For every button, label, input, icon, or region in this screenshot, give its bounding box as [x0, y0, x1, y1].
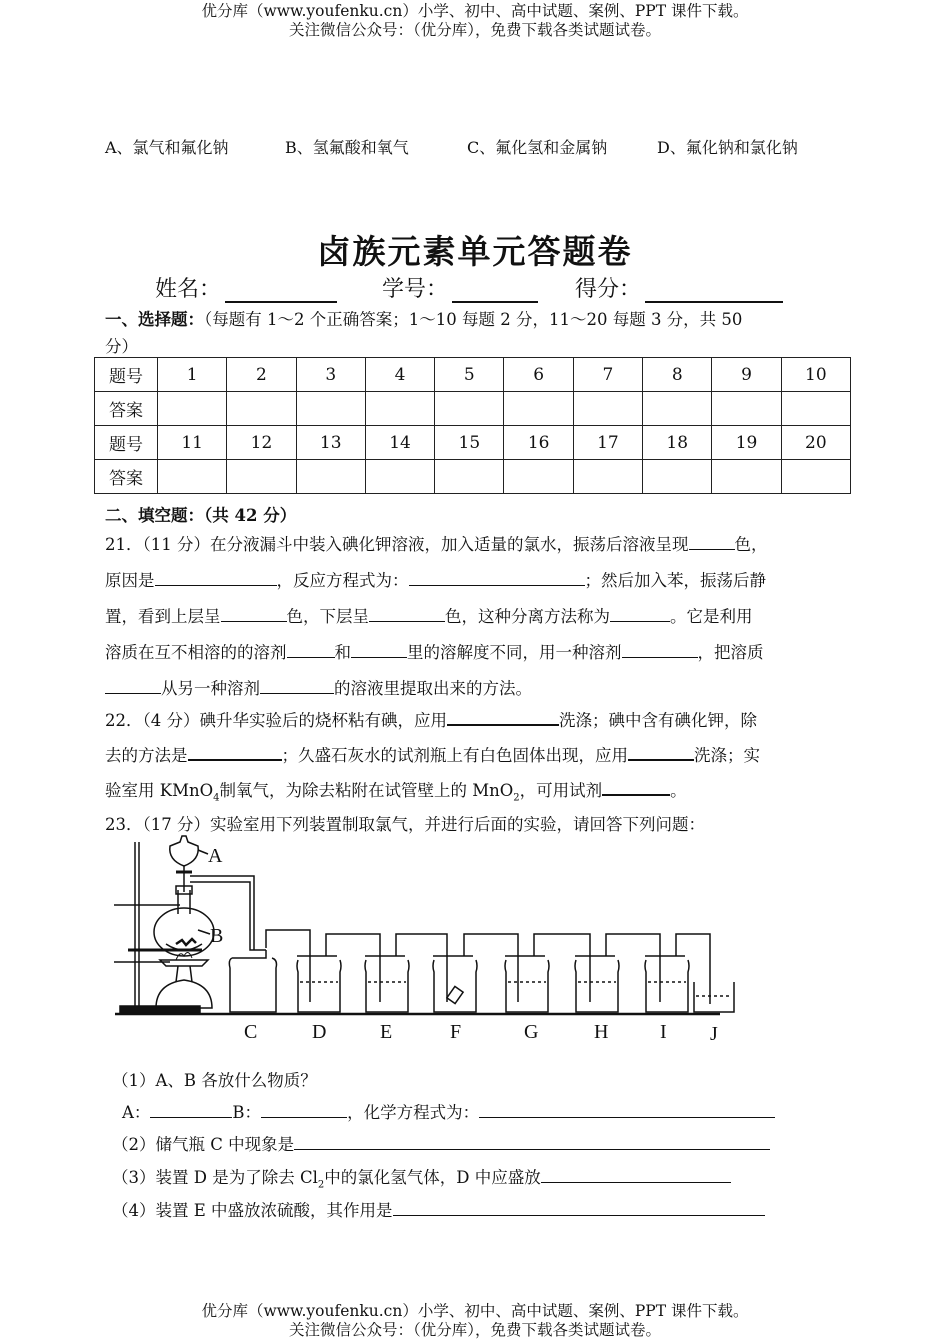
q22-text: 。	[670, 781, 687, 800]
q-num: 20	[781, 426, 850, 460]
page-title: 卤族元素单元答题卷	[317, 232, 633, 271]
answer-table	[94, 357, 851, 494]
table-row-q1	[95, 358, 851, 392]
blank[interactable]	[150, 1103, 232, 1118]
q21-text: 21．（11 分）在分液漏斗中装入碘化钾溶液，加入适量的氯水，振荡后溶液呈现	[105, 535, 689, 554]
q21-text: 从另一种溶剂	[161, 679, 260, 698]
label-c: C	[244, 1021, 258, 1043]
q21-line3	[105, 603, 753, 627]
q-num: 9	[712, 358, 781, 392]
blank[interactable]	[351, 643, 407, 658]
round-flask	[154, 886, 214, 956]
q23-s3-line	[112, 1164, 731, 1190]
blank[interactable]	[261, 1103, 347, 1118]
liquid-levels	[300, 982, 732, 996]
label-h: H	[594, 1021, 609, 1043]
answer-cell[interactable]	[158, 460, 227, 494]
option-a: A、氯气和氟化钠	[105, 138, 229, 157]
answer-cell[interactable]	[643, 392, 712, 426]
q-num: 15	[435, 426, 504, 460]
score-label: 得分：	[575, 277, 642, 302]
blank[interactable]	[105, 679, 161, 694]
q23-text: （2）储气瓶 C 中现象是	[112, 1135, 295, 1154]
q-num: 8	[643, 358, 712, 392]
blank[interactable]	[409, 571, 585, 586]
q23-text: （3）装置 D 是为了除去 Cl	[112, 1168, 318, 1187]
q-num: 4	[365, 358, 434, 392]
blank[interactable]	[689, 535, 735, 550]
q-num: 5	[435, 358, 504, 392]
cloth-strip	[447, 986, 463, 1003]
answer-label: 答案	[95, 460, 158, 494]
q22-text: 去的方法是	[105, 746, 188, 765]
q23-intro: 23．（17 分）实验室用下列装置制取氯气，并进行后面的实验，请回答下列问题：	[105, 815, 705, 834]
header-line-2: 关注微信公众号：（优分库），免费下载各类试题试卷。	[288, 21, 661, 39]
blank[interactable]	[541, 1168, 731, 1183]
q21-text: 和	[334, 643, 351, 662]
number-blank[interactable]	[452, 283, 538, 303]
q22-text: ，可用试剂	[519, 781, 603, 800]
q21-text: 色，这种分离方法称为	[445, 607, 610, 626]
name-blank[interactable]	[225, 283, 337, 303]
q23-s4-line	[112, 1197, 765, 1221]
section1-line	[105, 306, 742, 330]
q-num: 3	[296, 358, 365, 392]
q-num: 13	[296, 426, 365, 460]
number-label: 学号：	[382, 277, 449, 302]
q22-text: ；久盛石灰水的试剂瓶上有白色固体出现，应用	[281, 746, 628, 765]
q-num: 2	[227, 358, 296, 392]
iron-stand	[114, 842, 202, 1013]
q-num: 14	[365, 426, 434, 460]
table-row-a2	[95, 460, 851, 494]
answer-cell[interactable]	[504, 460, 573, 494]
answer-cell[interactable]	[227, 460, 296, 494]
q21-text: ；然后加入苯，振荡后静	[584, 571, 766, 590]
q22-line3	[105, 777, 687, 803]
footer-line-2: 关注微信公众号：（优分库），免费下载各类试题试卷。	[288, 1321, 661, 1339]
q21-text: 置，看到上层呈	[105, 607, 221, 626]
q-num: 18	[643, 426, 712, 460]
q-num: 7	[573, 358, 642, 392]
q23-text: 中的氯化氢气体，D 中应盛放	[324, 1168, 541, 1187]
q23-s1: （1）A、B 各放什么物质？	[112, 1071, 317, 1090]
q22-text: 验室用 KMnO	[105, 781, 214, 800]
q-num: 16	[504, 426, 573, 460]
apparatus-diagram	[100, 832, 760, 1046]
section2-heading: 二、填空题：（共 42 分）	[105, 506, 297, 525]
label-i: I	[660, 1021, 667, 1043]
q21-line2	[105, 567, 766, 591]
subscript: 4	[213, 792, 220, 804]
answer-cell[interactable]	[643, 460, 712, 494]
table-row-q2	[95, 426, 851, 460]
q22-line2	[105, 742, 760, 766]
answer-cell[interactable]	[227, 392, 296, 426]
label-b: B	[210, 925, 224, 947]
q21-text: ，把溶质	[697, 643, 764, 662]
label-j: J	[710, 1023, 718, 1045]
q21-text: 色，	[734, 535, 768, 554]
gas-bottles	[229, 950, 734, 1012]
answer-cell[interactable]	[435, 460, 504, 494]
answer-cell[interactable]	[504, 392, 573, 426]
label-a: A	[208, 845, 223, 867]
section1-note1: （每题有 1～2 个正确答案；1～10 每题 2 分，11～20 每题 3 分，共 50	[204, 310, 743, 329]
section1-heading: 一、选择题：	[105, 310, 204, 329]
blank[interactable]	[221, 607, 287, 622]
q22-line1	[105, 707, 757, 731]
answer-cell[interactable]	[296, 392, 365, 426]
blank[interactable]	[447, 710, 559, 726]
blank[interactable]	[260, 679, 334, 694]
q-num: 11	[158, 426, 227, 460]
q21-text: ，反应方程式为：	[276, 571, 409, 590]
q22-text: 制氧气，为除去粘附在试管壁上的 MnO	[219, 781, 514, 800]
q-num: 10	[781, 358, 850, 392]
blank[interactable]	[287, 643, 335, 658]
answer-cell[interactable]	[781, 460, 850, 494]
q21-line1	[105, 531, 768, 555]
q-num: 6	[504, 358, 573, 392]
q21-text: 。它是利用	[670, 607, 753, 626]
separatory-funnel	[170, 836, 208, 892]
q21-text: 溶质在互不相溶的的溶剂	[105, 643, 287, 662]
section1-note2: 分）	[105, 337, 138, 356]
name-label: 姓名：	[155, 277, 222, 302]
blank[interactable]	[479, 1103, 775, 1118]
connecting-pipes	[266, 930, 710, 1004]
blank[interactable]	[393, 1201, 765, 1216]
answer-cell[interactable]	[296, 460, 365, 494]
blank[interactable]	[155, 571, 277, 586]
label-f: F	[450, 1021, 462, 1043]
q-num: 1	[158, 358, 227, 392]
blank[interactable]	[622, 643, 698, 658]
blank[interactable]	[188, 745, 282, 761]
q23-text: B：	[232, 1103, 262, 1122]
option-c: C、氟化氢和金属钠	[467, 138, 608, 157]
answer-cell[interactable]	[712, 392, 781, 426]
subscript: 2	[513, 792, 520, 804]
option-b: B、氢氟酸和氧气	[285, 138, 409, 157]
label-e: E	[380, 1021, 393, 1043]
blank[interactable]	[610, 607, 670, 622]
answer-cell[interactable]	[365, 460, 434, 494]
blank[interactable]	[294, 1135, 770, 1150]
table-row-a1	[95, 392, 851, 426]
blank[interactable]	[628, 745, 694, 761]
q21-text: 色，下层呈	[286, 607, 369, 626]
q21-text: 里的溶解度不同，用一种溶剂	[407, 643, 622, 662]
q23-text: A：	[122, 1103, 151, 1122]
question-label: 题号	[95, 426, 158, 460]
blank[interactable]	[369, 607, 445, 622]
label-g: G	[524, 1021, 539, 1043]
answer-cell[interactable]	[712, 460, 781, 494]
q21-line5	[105, 675, 532, 699]
header-line-1: 优分库（www.youfenku.cn）小学、初中、高中试题、案例、PPT 课件下载。	[201, 2, 749, 20]
q22-text: 洗涤；实	[694, 746, 760, 765]
q23-text: （4）装置 E 中盛放浓硫酸，其作用是	[112, 1201, 393, 1220]
footer-line-1: 优分库（www.youfenku.cn）小学、初中、高中试题、案例、PPT 课件下载。	[201, 1302, 749, 1320]
score-blank[interactable]	[645, 283, 783, 303]
q21-text: 的溶液里提取出来的方法。	[334, 679, 532, 698]
q22-text: 洗涤；碘中含有碘化钾，除	[559, 711, 757, 730]
alcohol-lamp	[156, 952, 212, 1008]
option-d: D、氟化钠和氯化钠	[657, 138, 798, 157]
q21-text: 原因是	[105, 571, 155, 590]
blank[interactable]	[602, 780, 670, 796]
student-info-row	[155, 272, 787, 303]
q23-s1-answers	[122, 1099, 775, 1123]
q-num: 17	[573, 426, 642, 460]
q23-text: ，化学方程式为：	[347, 1103, 480, 1122]
answer-cell[interactable]	[435, 392, 504, 426]
question-label: 题号	[95, 358, 158, 392]
answer-cell[interactable]	[573, 460, 642, 494]
answer-cell[interactable]	[158, 392, 227, 426]
label-d: D	[312, 1021, 327, 1043]
subscript: 2	[317, 1179, 325, 1191]
q22-text: 22．（4 分）碘升华实验后的烧杯粘有碘，应用	[105, 711, 447, 730]
answer-label: 答案	[95, 392, 158, 426]
answer-cell[interactable]	[573, 392, 642, 426]
q23-s2-line	[112, 1131, 770, 1155]
q21-line4	[105, 639, 764, 663]
q-num: 12	[227, 426, 296, 460]
q-num: 19	[712, 426, 781, 460]
answer-cell[interactable]	[365, 392, 434, 426]
answer-cell[interactable]	[781, 392, 850, 426]
